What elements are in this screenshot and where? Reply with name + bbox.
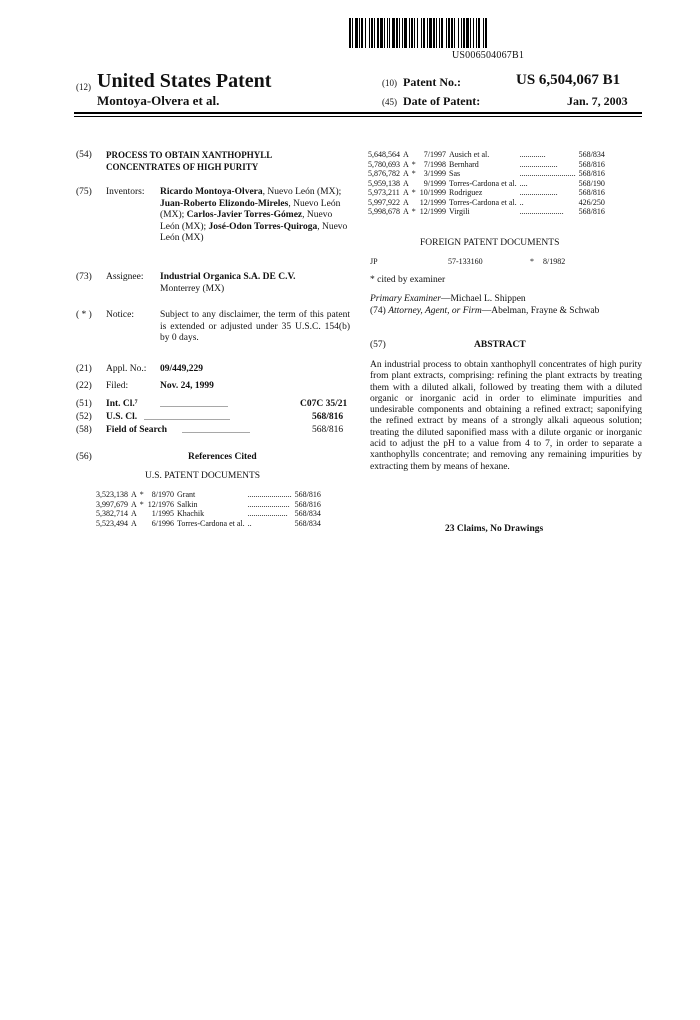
ref-star: * [139,490,144,499]
ref-name: Torres-Cardona et al. [177,518,245,528]
ref-name: Torres-Cardona et al. [449,178,517,188]
attorney-code: (74) [370,306,386,316]
table-row [96,500,324,510]
date-label: Date of Patent: [403,94,481,108]
ref-kind: A [403,197,409,207]
intcl-value: C07C 35/21 [300,399,348,409]
ref-date: 1/1995 [151,509,175,518]
ref-date: 12/1999 [419,197,447,207]
barcode-number: US006504067B1 [452,50,525,61]
page-title: United States Patent [97,70,272,92]
ref-kind: A [403,159,409,169]
table-row [368,179,608,189]
table-row [368,198,608,208]
table-row [96,519,324,529]
notice-text: Subject to any disclaimer, the term of this patent is extended or adjusted under 35 U.S.C. 154(b) by 0 days. [160,310,350,343]
inventor-place: , Nuevo León (MX); [160,210,333,232]
ref-class: 568/816 [578,169,605,178]
ref-date: 7/1998 [423,159,447,169]
ref-name: Rodriguez [449,188,483,197]
assignee-label: Assignee: [106,272,144,282]
examiner [370,294,526,306]
table-row [368,207,608,217]
title-code: (54) [76,150,92,160]
ref-date: 3/1999 [423,169,447,178]
ref-star [140,509,148,519]
ref-dots: ............. [519,150,546,159]
uscl-code: (52) [76,412,92,422]
field-code: (58) [76,425,92,435]
ref-number: 5,382,714 [96,509,128,518]
uscl-label: U.S. Cl. [106,412,138,422]
ref-dots: ...................... [247,490,292,499]
ref-number: 5,876,782 [368,169,400,178]
table-row [96,509,324,519]
ref-number: 5,998,678 [368,207,400,216]
barcode [349,18,644,48]
ref-name: Salkin [177,499,198,509]
filed-code: (22) [76,381,92,391]
us-docs-table-cont [368,150,608,217]
ref-star: * [411,159,416,169]
invention-title: PROCESS TO OBTAIN XANTHOPHYLL CONCENTRATES OF HIGH PURITY [106,150,272,172]
ref-name: Khachik [177,509,205,518]
ref-dots: ..................... [247,499,290,509]
appl-value: 09/449,229 [160,364,204,374]
ref-name: Torres-Cardona et al. [449,197,517,207]
filed-label: Filed: [106,381,129,391]
ref-class: 568/816 [578,159,605,169]
filed-value: Nov. 24, 1999 [160,381,214,391]
ref-kind: A [131,518,137,528]
ref-star [140,519,148,529]
ref-dots: ...................... [519,207,564,216]
uscl-dots: ........................................... [144,413,230,422]
ref-kind: A [403,207,409,216]
ref-number: 5,648,564 [368,150,400,159]
us-docs-table [96,490,324,528]
inventors-list [160,187,350,245]
field-dots: .................................. [182,426,250,435]
ref-star [412,179,420,189]
notice-label: Notice: [106,310,134,320]
ref-kind: A [403,178,409,188]
appl-code: (21) [76,364,92,374]
ref-star: * [411,169,416,178]
ref-date: 7/1997 [423,150,447,159]
examiner-label: Primary Examiner [370,294,441,304]
claims-summary: 23 Claims, No Drawings [445,524,544,534]
assignee-place: Monterrey (MX) [160,284,225,294]
ref-number: 3,523,138 [96,490,128,499]
ref-kind: A [403,150,409,159]
ref-date: 6/1996 [151,518,175,528]
ref-dots: .. [519,197,524,207]
intcl-dots: .................................. [160,400,228,409]
inventors-label: Inventors: [106,187,145,197]
ref-star: * [411,207,416,216]
ref-number: 5,780,693 [368,159,400,169]
ref-dots: ................... [519,188,558,197]
table-row [368,150,608,160]
foreign-country: JP [370,257,378,266]
assignee-name: Industrial Organica S.A. DE C.V. [160,272,296,282]
field-label: Field of Search [106,425,168,435]
ref-class: 568/834 [578,150,605,159]
patent-date: Jan. 7, 2003 [567,94,628,108]
ref-number: 3,997,679 [96,499,128,509]
foreign-star: * [530,257,534,266]
ref-name: Sas [449,169,461,178]
inventor-short: Montoya-Olvera et al. [97,93,220,108]
ref-date: 9/1999 [423,178,447,188]
header-rule-thin [74,116,642,117]
ref-class: 568/834 [294,518,321,528]
foreign-number: 57-133160 [448,257,483,266]
ref-dots: .................... [247,509,288,518]
barcode-bar [487,18,488,48]
table-row [368,169,608,179]
ref-star: * [411,188,416,197]
inventors-code: (75) [76,187,92,197]
ref-name: Ausich et al. [449,150,490,159]
ref-date: 12/1976 [147,499,175,509]
table-row [368,188,608,198]
ref-name: Grant [177,490,196,499]
examiner-name: —Michael L. Shippen [440,294,526,304]
inventor-place: , Nuevo León (MX) [160,221,348,243]
ref-number: 5,959,138 [368,178,400,188]
ref-date: 10/1999 [419,188,447,197]
date-code: (45) [382,97,397,107]
patent-no-label: Patent No.: [403,75,461,89]
ref-dots: ................... [519,159,558,169]
ref-class: 568/190 [578,178,605,188]
ref-star: * [139,499,144,509]
ref-star [412,198,420,208]
ref-class: 426/250 [578,197,605,207]
inventor-name: Ricardo Montoya-Olvera [160,187,263,197]
ref-dots: .... [519,178,528,188]
intcl-code: (51) [76,399,92,409]
appl-label: Appl. No.: [106,364,147,374]
ref-name: Virgili [449,207,470,216]
ref-kind: A [131,499,137,509]
header-rule-thick [74,112,642,114]
attorney [370,306,642,318]
field-value: 568/816 [312,425,344,435]
foreign-date: 8/1982 [543,257,566,266]
table-row [96,490,324,500]
ref-kind: A [131,490,137,499]
ref-class: 568/816 [578,188,605,197]
ref-number: 5,973,211 [368,188,400,197]
inventor-place: , Nuevo León (MX); [262,187,342,197]
ref-kind: A [403,169,409,178]
abstract-text: An industrial process to obtain xanthophyll concentrates of high purity from plant extracts, comprising: refining the plant extracts by treating them with a diluted alkali, followed by treating them with a diluted organic or inorganic acid in order to eliminate impurities and undesirable components and obtaining a refined extract; saponifying the refined extract by means of a strongly alkali aqueous solution; treating the diluted saponified mass with a dilute organic or inorganic acid to adjust the pH to a value from 4 to 7, in order to separate a xanthophylls concentrate; and removing any remaining impurities by extracting them by means of hexane. [370,360,642,472]
foreign-title: FOREIGN PATENT DOCUMENTS [420,238,560,248]
inventor-place: , Nuevo León (MX); [160,198,341,220]
ref-dots: .. [247,518,252,528]
ref-class: 568/816 [578,207,605,216]
ref-star [412,150,420,160]
attorney-label: Attorney, Agent, or Firm [388,306,482,316]
abstract-code: (57) [370,340,386,350]
ref-kind: A [403,188,409,197]
patent-number: US 6,504,067 B1 [516,72,621,88]
ref-dots: ............................ [519,169,576,178]
ref-kind: A [131,509,137,518]
doc-type-code: (12) [76,82,91,92]
patent-no-code: (10) [382,78,397,88]
intcl-label: Int. Cl.⁷ [106,399,138,409]
refs-title: References Cited [188,452,257,462]
refs-code: (56) [76,452,92,462]
table-row [368,160,608,170]
ref-name: Bernhard [449,159,479,169]
assignee-code: (73) [76,272,92,282]
ref-date: 12/1999 [419,207,447,216]
ref-number: 5,523,494 [96,518,128,528]
cited-note: * cited by examiner [370,275,446,285]
ref-class: 568/816 [294,490,321,499]
attorney-name: —Abelman, Frayne & Schwab [481,306,600,316]
ref-class: 568/834 [294,509,321,518]
ref-date: 8/1970 [151,490,175,499]
notice-code: ( * ) [76,310,92,320]
inventor-name: Juan-Roberto Elizondo-Mireles [160,198,289,209]
us-docs-title: U.S. PATENT DOCUMENTS [145,471,261,481]
inventor-name: Carlos-Javier Torres-Gómez [186,210,303,220]
ref-class: 568/816 [294,499,321,509]
abstract-title: ABSTRACT [474,340,526,350]
uscl-value: 568/816 [312,412,344,422]
inventor-name: José-Odon Torres-Quiroga [208,221,318,232]
ref-number: 5,997,922 [368,197,400,207]
